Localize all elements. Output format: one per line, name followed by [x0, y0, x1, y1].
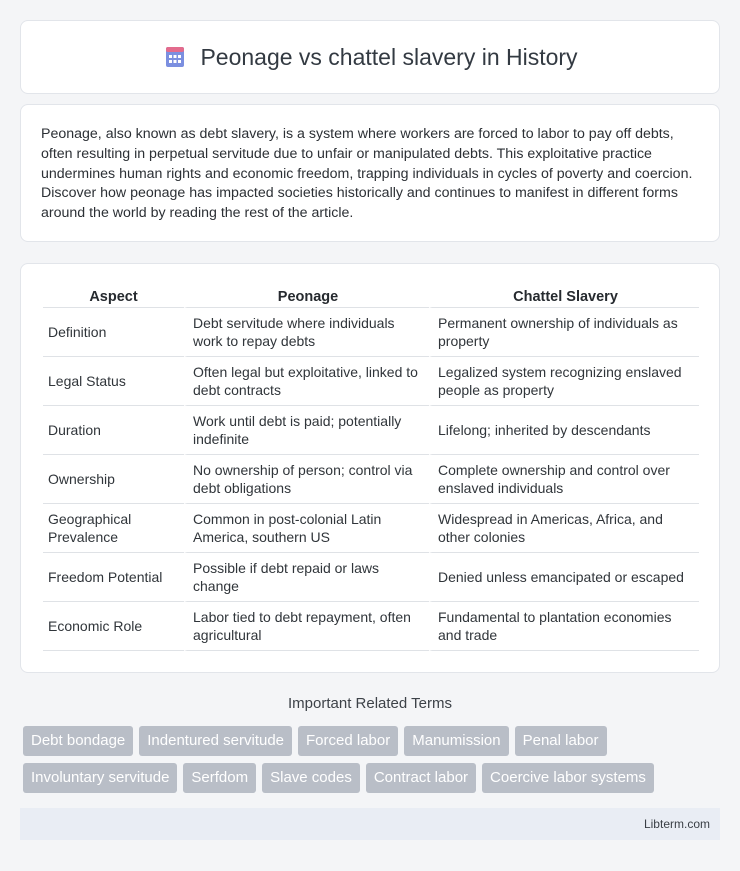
row-chattel: Denied unless emancipated or escaped [429, 553, 699, 602]
row-peonage: Common in post-colonial Latin America, southern US [184, 504, 429, 553]
tag-serfdom[interactable]: Serfdom [183, 763, 256, 793]
row-aspect: Geographical Prevalence [43, 504, 184, 553]
table-row [43, 504, 699, 553]
tag-row [23, 726, 723, 756]
book-icon [162, 44, 188, 70]
row-peonage: No ownership of person; control via debt obligations [184, 455, 429, 504]
tag-coercive-labor-systems[interactable]: Coercive labor systems [482, 763, 654, 793]
intro-text: Peonage, also known as debt slavery, is a system where workers are forced to labor to pay off debts, often resulting in perpetual servitude due to unfair or manipulated debts. This exploitative practice undermines human rights and economic freedom, trapping individuals in cycles of poverty and coercion. Discover how peonage has impacted societies historically and continues to manifest in different forms around the world by reading the rest of the article. [41, 126, 693, 222]
row-aspect: Legal Status [43, 357, 184, 406]
header-chattel-slavery: Chattel Slavery [429, 286, 699, 308]
table-row [43, 357, 699, 406]
comparison-card [20, 263, 720, 673]
row-aspect: Freedom Potential [43, 553, 184, 602]
tag-row [23, 763, 723, 793]
table-row [43, 406, 699, 455]
footer [20, 808, 720, 840]
row-peonage: Labor tied to debt repayment, often agricultural [184, 602, 429, 651]
table-row [43, 602, 699, 651]
row-aspect: Ownership [43, 455, 184, 504]
header-peonage: Peonage [184, 286, 429, 308]
tag-forced-labor[interactable]: Forced labor [298, 726, 398, 756]
row-peonage: Debt servitude where individuals work to repay debts [184, 308, 429, 357]
related-terms-title: Important Related Terms [288, 695, 452, 712]
related-terms-tags [23, 726, 723, 800]
tag-indentured-servitude[interactable]: Indentured servitude [139, 726, 292, 756]
table-header-row [43, 286, 699, 308]
tag-involuntary-servitude[interactable]: Involuntary servitude [23, 763, 177, 793]
row-chattel: Permanent ownership of individuals as property [429, 308, 699, 357]
page-title: Peonage vs chattel slavery in History [200, 43, 578, 70]
table-row [43, 455, 699, 504]
tag-contract-labor[interactable]: Contract labor [366, 763, 476, 793]
comparison-table [43, 286, 699, 651]
row-chattel: Legalized system recognizing enslaved people as property [429, 357, 699, 406]
header-aspect: Aspect [43, 286, 184, 308]
tag-manumission[interactable]: Manumission [404, 726, 508, 756]
intro-card [20, 104, 720, 242]
row-chattel: Widespread in Americas, Africa, and other colonies [429, 504, 699, 553]
tag-debt-bondage[interactable]: Debt bondage [23, 726, 133, 756]
row-chattel: Fundamental to plantation economies and trade [429, 602, 699, 651]
table-row [43, 308, 699, 357]
row-peonage: Possible if debt repaid or laws change [184, 553, 429, 602]
footer-site-link[interactable]: Libterm.com [643, 817, 710, 831]
tag-slave-codes[interactable]: Slave codes [262, 763, 360, 793]
row-peonage: Work until debt is paid; potentially indefinite [184, 406, 429, 455]
header-card [20, 20, 720, 94]
tag-penal-labor[interactable]: Penal labor [515, 726, 607, 756]
row-chattel: Lifelong; inherited by descendants [429, 406, 699, 455]
row-aspect: Definition [43, 308, 184, 357]
table-row [43, 553, 699, 602]
row-aspect: Duration [43, 406, 184, 455]
row-peonage: Often legal but exploitative, linked to debt contracts [184, 357, 429, 406]
row-aspect: Economic Role [43, 602, 184, 651]
row-chattel: Complete ownership and control over enslaved individuals [429, 455, 699, 504]
